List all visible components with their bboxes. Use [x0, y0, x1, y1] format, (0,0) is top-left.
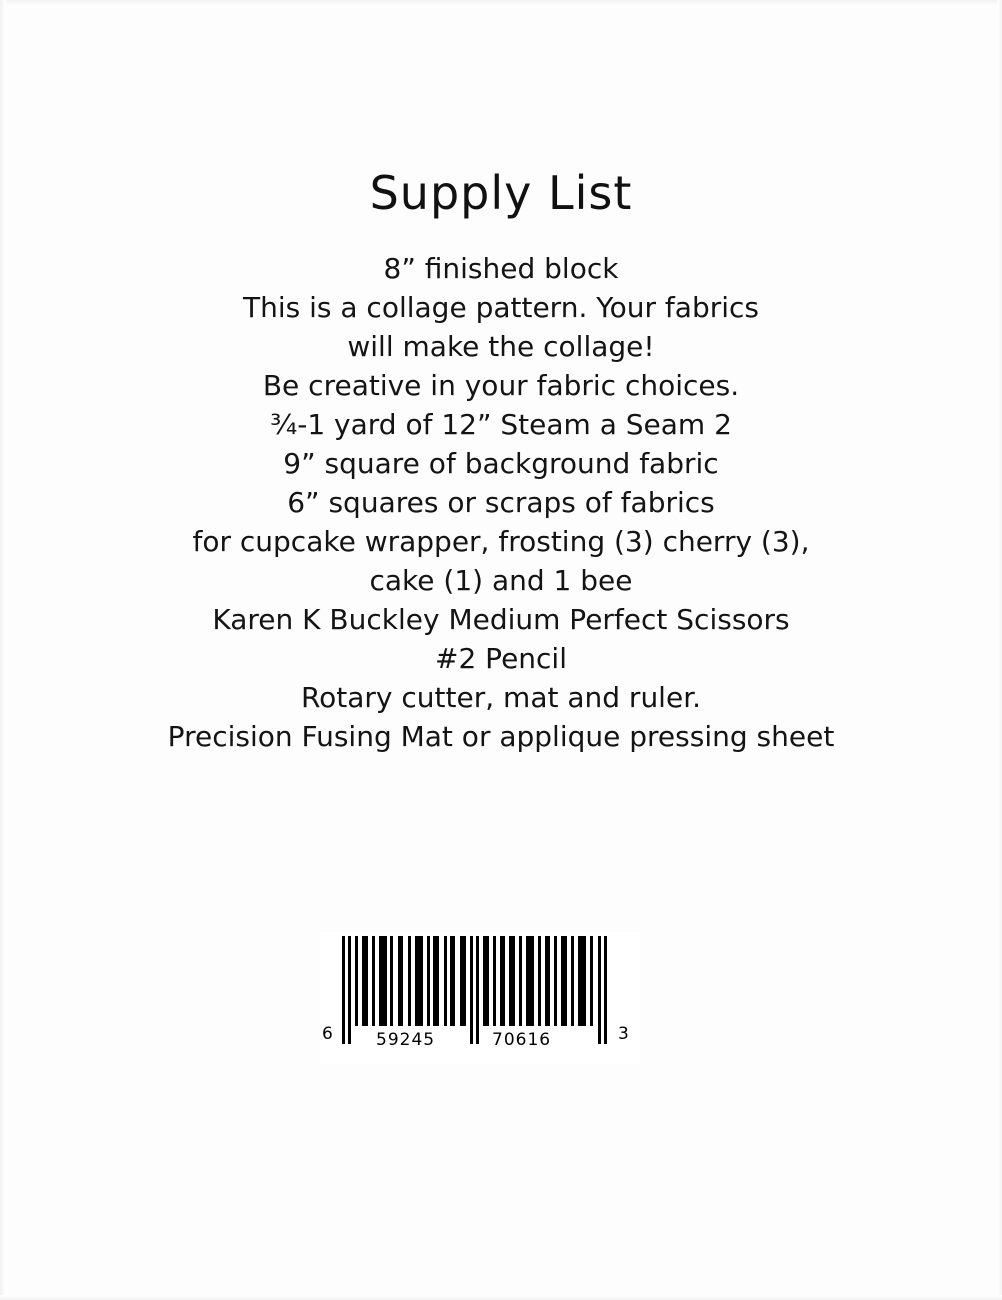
- list-item: Rotary cutter, mat and ruler.: [300, 680, 702, 714]
- barcode-left-digit: 6: [322, 1024, 334, 1044]
- list-item: 8” finished block: [383, 251, 619, 285]
- list-item: Precision Fusing Mat or applique pressing sheet: [167, 719, 835, 753]
- barcode-group-one: 59245: [376, 1030, 436, 1050]
- list-item: cake (1) and 1 bee: [369, 563, 633, 597]
- barcode-bars-icon: [320, 932, 640, 1064]
- scan-edge-bottom: [0, 1295, 1002, 1300]
- list-item: will make the collage!: [347, 329, 655, 363]
- list-item: Be creative in your fabric choices.: [262, 368, 740, 402]
- barcode-group-two: 70616: [492, 1030, 552, 1050]
- list-item: This is a collage pattern. Your fabrics: [242, 290, 759, 324]
- barcode-right-digit: 3: [618, 1024, 630, 1044]
- supply-list: [0, 249, 1002, 756]
- list-item: 6” squares or scraps of fabrics: [287, 485, 715, 519]
- list-item: Karen K Buckley Medium Perfect Scissors: [212, 602, 790, 636]
- page-title: Supply List: [369, 166, 633, 220]
- upc-barcode: [320, 932, 640, 1064]
- list-item: ¾-1 yard of 12” Steam a Seam 2: [270, 407, 732, 441]
- list-item: for cupcake wrapper, frosting (3) cherry (3),: [192, 524, 810, 558]
- list-item: 9” square of background fabric: [283, 446, 719, 480]
- list-item: #2 Pencil: [435, 641, 567, 675]
